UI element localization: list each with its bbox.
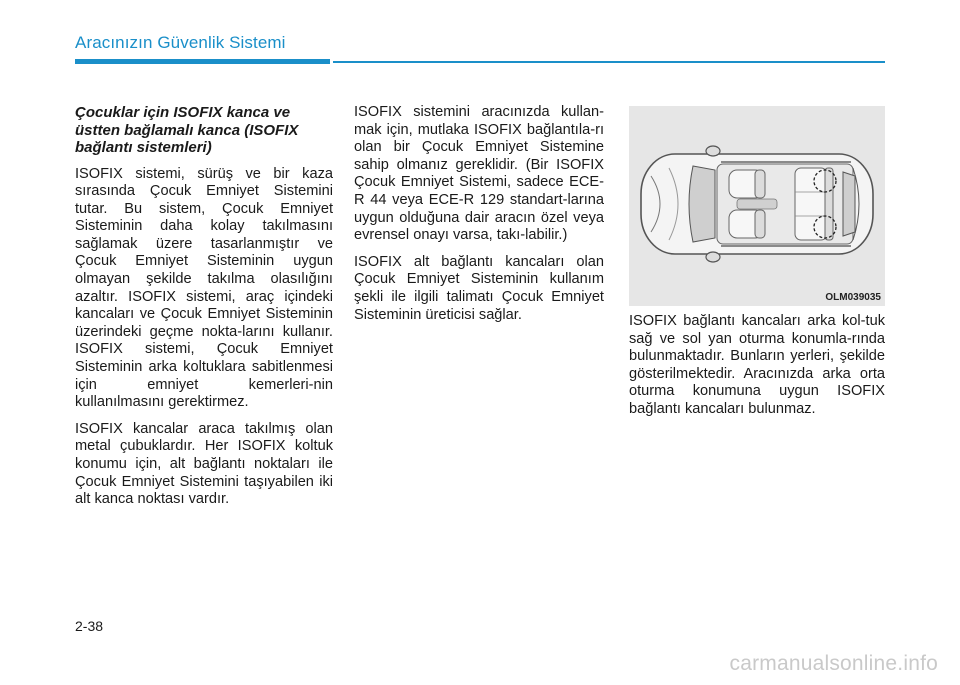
text-column-3 [629, 313, 885, 428]
paragraph: ISOFIX bağlantı kancaları arka kol-tuk sağ ve sol yan oturma konumla-rında bulunmaktadır. Bunların yerleri, şekilde gösterilmektedir. Aracınızda arka orta oturma konumuna uygun ISOFIX bağlantı kancaları bulunmaz. [629, 313, 885, 417]
text-column-2 [354, 104, 604, 333]
header-rule-thick [75, 59, 330, 64]
section-title: Aracınızın Güvenlik Sistemi [75, 33, 286, 52]
car-illustration-figure [629, 106, 885, 306]
watermark: carmanualsonline.info [729, 652, 938, 675]
car-top-view-icon [629, 106, 885, 306]
section-heading: Çocuklar için ISOFIX kanca ve üstten bağlamalı kanca (ISOFIX bağlantı sistemleri) [75, 104, 299, 156]
header-rule-thin [333, 61, 885, 63]
page-number: 2-38 [75, 618, 104, 634]
paragraph: ISOFIX sistemi, sürüş ve bir kaza sırasında Çocuk Emniyet Sistemini tutar. Bu sistem, Çocuk Emniyet Sisteminin daha kolay takılmasını sağlamak üzere tasarlanmıştır ve Çocuk Emniyet Sisteminin uygun olmayan şekilde takılma olasılığını azaltır. ISOFIX sistemi, araç içindeki kancaları ve Çocuk Emniyet Sisteminin üzerindeki geçme nokta-larını kullanır. ISOFIX sistemi, Çocuk Emniyet Sisteminin arka koltuklara sabitlenmesi için emniyet kemerleri-nin kullanılmasını gerektirmez. [75, 165, 333, 411]
text-column-1 [75, 104, 333, 518]
figure-code: OLM039035 [825, 292, 881, 303]
paragraph: ISOFIX alt bağlantı kancaları olan Çocuk Emniyet Sisteminin kullanım şekli ile ilgili talimatı Çocuk Emniyet Sisteminin üreticisi sağlar. [354, 253, 604, 323]
paragraph: ISOFIX sistemini aracınızda kullan-mak için, mutlaka ISOFIX bağlantıla-rı olan bir Çocuk Emniyet Sistemine sahip olmanız gereklidir. (Bir ISOFIX Çocuk Emniyet Sistemi, sadece ECE-R 44 veya ECE-R 129 standart-larına uygun olduğuna dair aracın özel veya evrensel onayı varsa, takı-labilir.) [354, 104, 604, 244]
paragraph: ISOFIX kancalar araca takılmış olan metal çubuklardır. Her ISOFIX koltuk konumu için, alt bağlantı noktaları ile Çocuk Emniyet Sistemini taşıyabilen iki alt kanca noktası vardır. [75, 420, 333, 508]
